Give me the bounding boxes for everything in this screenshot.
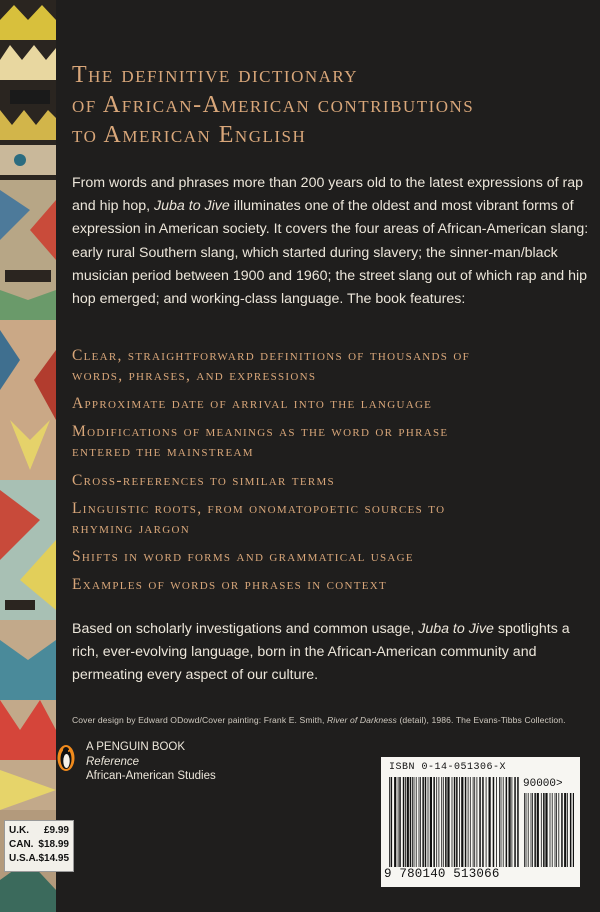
barcode-bar <box>389 777 390 867</box>
barcode-bar <box>433 777 435 867</box>
barcode-bar <box>509 777 511 867</box>
barcode-bar <box>489 777 491 867</box>
isbn-number: ISBN 0-14-051306-X <box>389 762 507 773</box>
barcode-bar <box>545 793 547 867</box>
barcode-bar <box>456 777 458 867</box>
category-reference: Reference <box>86 755 140 768</box>
barcode-bar <box>391 777 393 867</box>
barcode-bar <box>465 777 467 867</box>
barcode-bar <box>496 777 497 867</box>
barcode-bar <box>528 793 529 867</box>
barcode-bar <box>564 793 566 867</box>
barcode-bar <box>436 777 437 867</box>
barcode-bar <box>459 777 460 867</box>
barcode-bar <box>443 777 444 867</box>
feature-item: Clear, straightforward definitions of thousands of <box>72 347 471 364</box>
barcode-bar <box>403 777 405 867</box>
barcode-bar <box>514 777 516 867</box>
barcode-bar <box>486 777 487 867</box>
outro-book-title: Juba to Jive <box>418 621 494 637</box>
barcode-panel <box>381 757 580 887</box>
credit-painting-title: River of Darkness <box>326 715 397 725</box>
barcode-bar <box>552 793 553 867</box>
ean-barcode <box>389 777 519 867</box>
feature-list <box>72 346 597 603</box>
barcode-bar <box>534 793 536 867</box>
barcode-bar <box>454 777 456 867</box>
barcode-bar <box>573 793 574 867</box>
intro-paragraph <box>72 172 592 311</box>
barcode-bar <box>479 777 481 867</box>
barcode-bar <box>416 777 417 867</box>
barcode-bar <box>543 793 545 867</box>
headline-line-2: of African-American contributions <box>72 92 475 118</box>
barcode-bar <box>425 777 427 867</box>
barcode-bar <box>420 777 421 867</box>
feature-item: Modifications of meanings as the word or phrase <box>72 423 449 441</box>
barcode-bar <box>537 793 539 867</box>
barcode-bar <box>474 777 475 867</box>
barcode-bar <box>561 793 563 867</box>
barcode-bar <box>555 793 556 867</box>
intro-text-end: illuminates one of the oldest and most vibrant forms of expression in American society. It covers the four areas of African-American slang: early rural Southern slang, which started during slavery; the sinner-man/black musician period between 1900 and 1960; the street slang out of which rap and hip hop emerged; and working-class language. The book features: <box>72 198 589 308</box>
intro-text-start: From words and phrases more than 200 years old to the latest expressions of rap and hip hop, <box>72 175 584 215</box>
barcode-bar <box>439 777 440 867</box>
barcode-bar <box>422 777 424 867</box>
barcode-bar <box>410 777 412 867</box>
cover-headline <box>72 60 592 150</box>
price-region: U.S.A. <box>9 853 39 864</box>
barcode-bar <box>532 793 533 867</box>
barcode-bar <box>445 777 447 867</box>
outro-text-start: Based on scholarly investigations and common usage, <box>72 621 419 637</box>
outro-text-end: spotlights a rich, ever-evolving language, born in the African-American community and permeating every aspect of our culture. <box>72 621 570 684</box>
barcode-bar <box>526 793 527 867</box>
headline-line-3: to American English <box>72 122 307 148</box>
cover-painting-strip <box>0 0 56 912</box>
price-value: $18.99 <box>38 839 69 850</box>
barcode-bar <box>512 777 513 867</box>
barcode-bar <box>556 793 557 867</box>
barcode-bar <box>570 793 572 867</box>
barcode-bar <box>541 793 542 867</box>
barcode-bar <box>452 777 453 867</box>
price-region: CAN. <box>9 839 34 850</box>
price-row <box>9 852 69 866</box>
barcode-bar <box>430 777 432 867</box>
credit-text-start: Cover design by Edward ODowd/Cover painting: Frank E. Smith, <box>72 715 327 725</box>
barcode-bar <box>493 777 495 867</box>
barcode-bar <box>506 777 508 867</box>
barcode-bar <box>461 777 463 867</box>
barcode-bar <box>558 793 559 867</box>
barcode-bar <box>524 793 525 867</box>
price-row <box>9 838 69 852</box>
price-addon-code: 90000> <box>523 778 563 790</box>
publisher-imprint: A PENGUIN BOOK <box>86 741 186 753</box>
barcode-bar <box>419 777 420 867</box>
barcode-bar <box>447 777 449 867</box>
barcode-bar <box>550 793 551 867</box>
publisher-block <box>86 740 216 784</box>
feature-item: Shifts in word forms and grammatical usage <box>72 547 414 565</box>
closing-paragraph <box>72 618 592 688</box>
barcode-bar <box>399 777 401 867</box>
barcode-bar <box>531 793 532 867</box>
barcode-bar <box>407 777 409 867</box>
feature-item: Approximate date of arrival into the language <box>72 395 433 413</box>
credit-text-end: (detail), 1986. The Evans-Tibbs Collection. <box>396 715 566 725</box>
price-region: U.K. <box>9 825 29 836</box>
barcode-bar <box>470 777 471 867</box>
barcode-bar <box>499 777 500 867</box>
feature-item: Cross-references to similar terms <box>72 471 335 489</box>
barcode-bar <box>412 777 413 867</box>
barcode-bar <box>398 777 399 867</box>
barcode-bar <box>405 777 406 867</box>
barcode-bar <box>482 777 484 867</box>
penguin-logo-icon <box>57 743 75 771</box>
price-box <box>4 820 74 872</box>
price-value: £9.99 <box>43 825 69 836</box>
barcode-bar <box>414 777 415 867</box>
feature-item-continued: words, phrases, and expressions <box>72 367 317 384</box>
addon-barcode <box>524 793 574 867</box>
category-studies: African-American Studies <box>86 770 216 782</box>
barcode-bar <box>517 777 519 867</box>
feature-item-continued: entered the mainstream <box>72 443 254 461</box>
barcode-bar <box>477 777 478 867</box>
barcode-bar <box>441 777 442 867</box>
price-value: $14.95 <box>38 853 70 864</box>
ean-number: 9 780140 513066 <box>384 867 500 881</box>
feature-item: Linguistic roots, from onomatopoetic sources to <box>72 499 446 517</box>
price-row <box>9 824 69 838</box>
barcode-bar <box>567 793 568 867</box>
intro-book-title: Juba to Jive <box>154 198 230 215</box>
feature-item-continued: rhyming jargon <box>72 519 191 537</box>
barcode-bar <box>394 777 396 867</box>
barcode-bar <box>468 777 469 867</box>
cover-credit <box>72 715 596 725</box>
barcode-bar <box>473 777 474 867</box>
headline-line-1: The definitive dictionary <box>72 62 359 88</box>
barcode-bar <box>503 777 504 867</box>
barcode-bar <box>501 777 502 867</box>
barcode-bar <box>428 777 429 867</box>
feature-item: Examples of words or phrases in context <box>72 576 388 594</box>
